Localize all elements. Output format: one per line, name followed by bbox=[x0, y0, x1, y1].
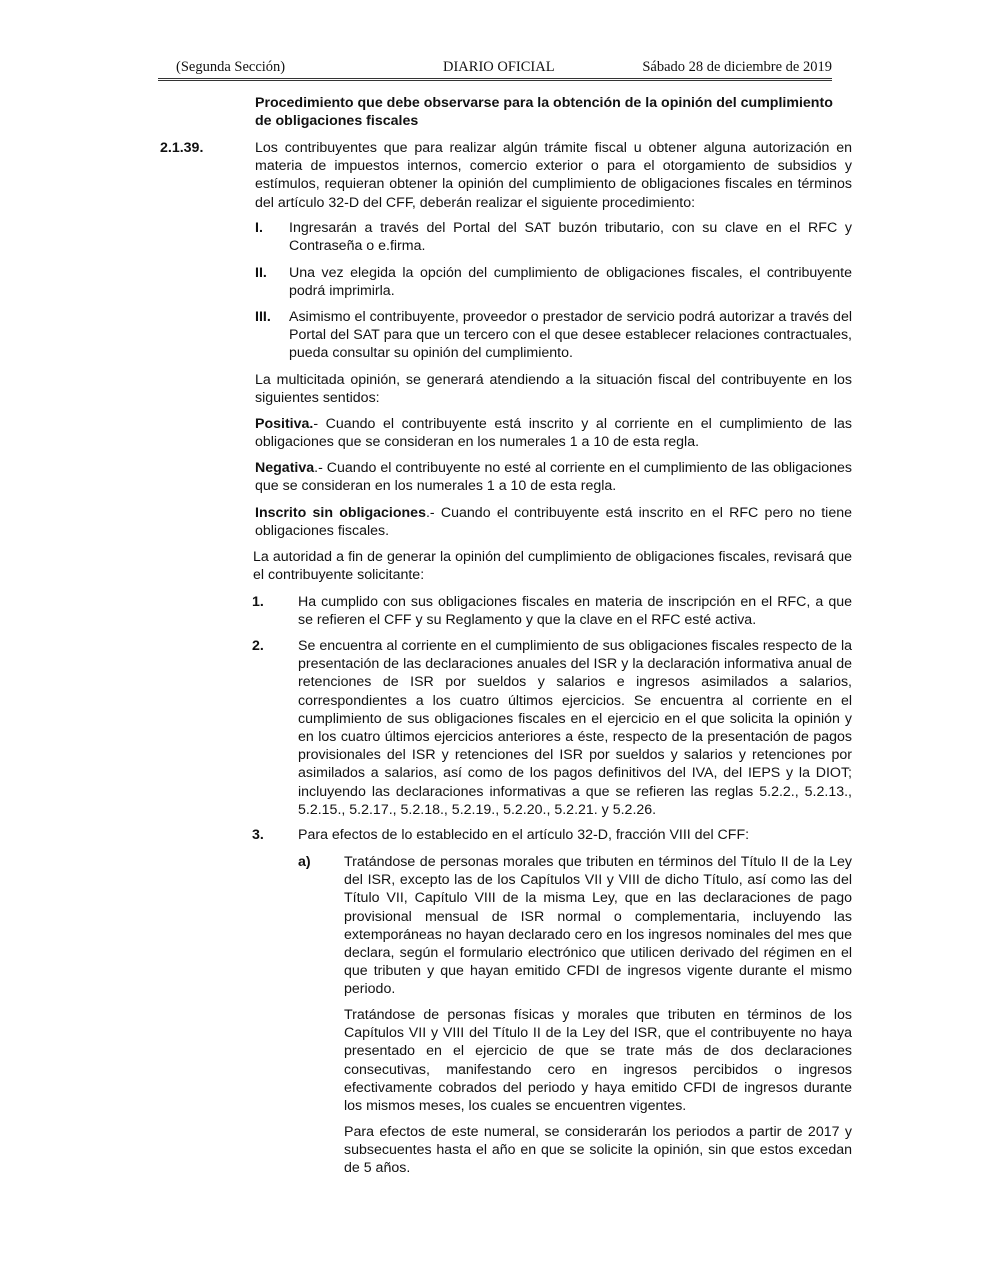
roman-item-2: Una vez elegida la opción del cumplimiento de obligaciones fiscales, el contribuyente podrá imprimirla. bbox=[289, 265, 852, 300]
roman-label-2: II. bbox=[255, 265, 267, 281]
sense-text: - Cuando el contribuyente está inscrito y al corriente en el cumplimiento de las obligaciones que se consideran en los numerales 1 a 10 de esta regla. bbox=[255, 416, 852, 451]
numbered-item-1: Ha cumplido con sus obligaciones fiscales en materia de inscripción en el RFC, a que se refieren el CFF y su Reglamento y que la clave en el RFC esté activa. bbox=[298, 594, 852, 629]
sense-text: .- Cuando el contribuyente no esté al corriente en el cumplimiento de las obligaciones que se consideran en los numerales 1 a 10 de esta regla. bbox=[255, 460, 853, 495]
sense-positiva bbox=[255, 415, 852, 451]
sub-item-label-a: a) bbox=[298, 854, 311, 870]
rule-number: 2.1.39. bbox=[160, 140, 204, 156]
numbered-label-1: 1. bbox=[252, 594, 264, 610]
numbered-label-3: 3. bbox=[252, 827, 264, 843]
sub-item-a-paragraph-3: Para efectos de este numeral, se considerarán los periodos a partir de 2017 y subsecuentes hasta el año en que se solicite la opinión, sin que estos excedan de 5 años. bbox=[344, 1124, 852, 1177]
multicitada-paragraph: La multicitada opinión, se generará atendiendo a la situación fiscal del contribuyente en los siguientes sentidos: bbox=[255, 372, 852, 407]
numbered-label-2: 2. bbox=[252, 638, 264, 654]
sub-item-a-paragraph-2: Tratándose de personas físicas y morales que tributen en términos de los Capítulos VII y VIII del Título II de la Ley del ISR, que el contribuyente no haya presentado en el ejercicio de que se trate más de dos declaraciones consecutivas, manifestando cero en ingresos percibidos o ingresos efectivamente cobrados del periodo y haya emitido CFDI de ingresos durante los mismos meses, los cuales se encuentren vigentes. bbox=[344, 1007, 852, 1115]
roman-label-1: I. bbox=[255, 220, 263, 236]
autoridad-paragraph: La autoridad a fin de generar la opinión del cumplimiento de obligaciones fiscales, revisará que el contribuyente solicitante: bbox=[253, 549, 852, 584]
numbered-item-3: Para efectos de lo establecido en el artículo 32-D, fracción VIII del CFF: bbox=[298, 827, 750, 843]
sub-item-a-paragraph-1: Tratándose de personas morales que tributen en términos del Título II de la Ley del ISR, excepto las de los Capítulos VII y VIII de dicho Título, así como las del Título VII, Capítulo VIII de la misma Ley, que en las declaraciones de pago provisional mensual de ISR normal o complementaria, incluyendo las extemporáneas no hayan declarado cero en los ingresos nominales del mes que declara, según el formulario electrónico que utilicen derivado del régimen en el que tributen y que hayan emitido CFDI de ingresos vigente durante el mismo periodo. bbox=[344, 854, 852, 998]
publication-name: DIARIO OFICIAL bbox=[443, 59, 555, 75]
sense-term: Negativa bbox=[255, 460, 315, 476]
sense-term: Inscrito sin obligaciones bbox=[255, 505, 426, 521]
rule-title: Procedimiento que debe observarse para la obtención de la opinión del cumplimiento de obligaciones fiscales bbox=[255, 95, 833, 130]
intro-paragraph: Los contribuyentes que para realizar algún trámite fiscal u obtener alguna autorización en materia de impuestos internos, comercio exterior o para el otorgamiento de subsidios y estímulos, requieran obtener la opinión del cumplimiento de obligaciones fiscales en términos del artículo 32-D del CFF, deberán realizar el siguiente procedimiento: bbox=[255, 140, 852, 211]
roman-item-1: Ingresarán a través del Portal del SAT buzón tributario, con su clave en el RFC y Contraseña o e.firma. bbox=[289, 220, 852, 255]
sense-term: Positiva. bbox=[255, 416, 314, 432]
page-header bbox=[158, 58, 832, 81]
sense-inscrito bbox=[255, 504, 852, 540]
publication-date: Sábado 28 de diciembre de 2019 bbox=[642, 59, 832, 75]
sense-text: .- Cuando el contribuyente está inscrito en el RFC pero no tiene obligaciones fiscales. bbox=[255, 505, 853, 540]
section-label: (Segunda Sección) bbox=[176, 59, 286, 75]
sense-negativa bbox=[255, 459, 852, 495]
roman-label-3: III. bbox=[255, 309, 271, 325]
roman-item-3: Asimismo el contribuyente, proveedor o prestador de servicio podrá autorizar a través del Portal del SAT para que un tercero con el que desee establecer relaciones contractuales, pueda consultar su opinión del cumplimiento. bbox=[289, 309, 852, 362]
numbered-item-2: Se encuentra al corriente en el cumplimiento de sus obligaciones fiscales respecto de la presentación de las declaraciones anuales del ISR y la declaración informativa anual de retenciones de ISR por sueldos y salarios e ingresos asimilados a salarios, correspondientes a los cuatro últimos ejercicios. Se encuentra al corriente en el cumplimiento de sus obligaciones fiscales en el ejercicio en el que solicita la opinión y en los cuatro últimos ejercicios anteriores a éste, respecto de la presentación de pagos provisionales del ISR y retenciones del ISR por sueldos y salarios y retenciones por asimilados a salarios, así como de los pagos definitivos del IVA, del IEPS y la DIOT; incluyendo las declaraciones informativas a que se refieren las reglas 5.2.2., 5.2.13., 5.2.15., 5.2.17., 5.2.18., 5.2.19., 5.2.20., 5.2.21. y 5.2.26. bbox=[298, 638, 852, 818]
